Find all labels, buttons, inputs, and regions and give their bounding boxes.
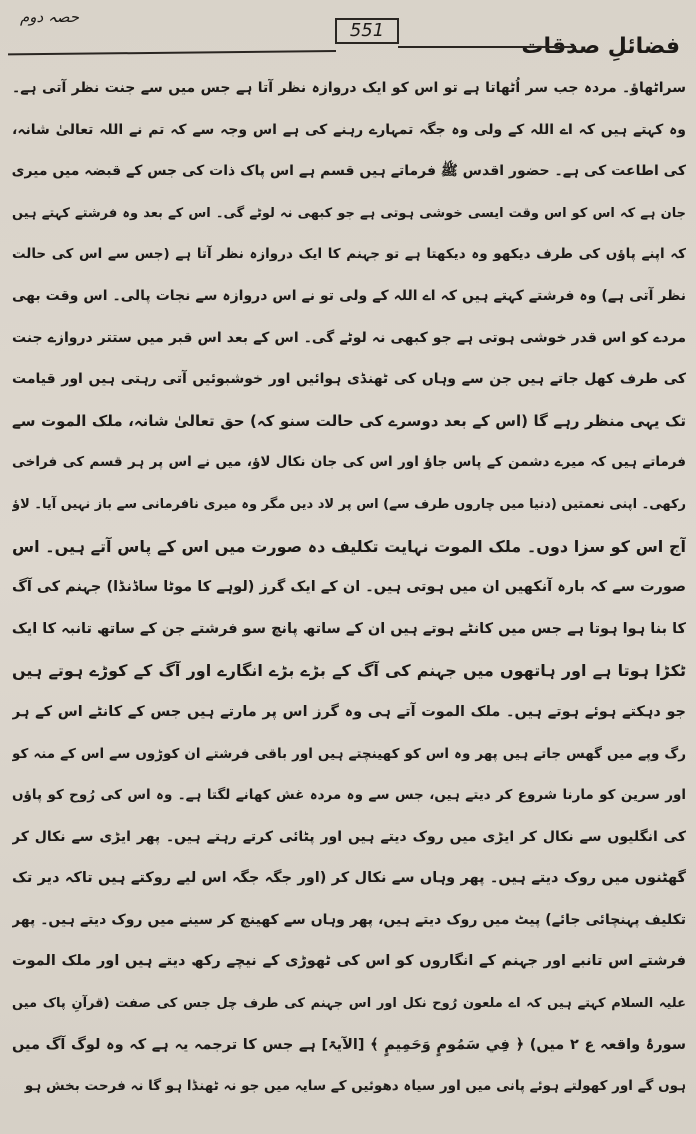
header-rule-left <box>8 50 336 55</box>
header-rule-right <box>398 46 576 48</box>
text-line: رگ وپے میں گھس جاتے ہیں پھر وہ اس کو کھینچتے ہیں اور باقی فرشتے ان کوڑوں سے اس کے منہ کو <box>12 745 686 762</box>
text-line: نظر آتی ہے) وہ فرشتے کہتے ہیں کہ اے اللہ کے ولی تو نے اس دروازہ سے نجات پالی۔ اس وقت بھی <box>12 287 686 304</box>
book-title: فضائلِ صدقات <box>521 34 680 59</box>
text-line: رکھی۔ اپنی نعمتیں (دنیا میں چاروں طرف سے) اس پر لاد دیں مگر وہ میری نافرمانی سے باز نہیں آیا۔ لاؤ <box>12 496 686 512</box>
page-number: 551 <box>335 18 399 44</box>
text-line: کہ اپنے پاؤں کی طرف دیکھو وہ دیکھتا ہے تو جہنم کا ایک دروازہ نظر آتا ہے (جس سے اس کی حالت <box>12 246 686 263</box>
text-line: جو دہکتے ہوئے ہوتے ہیں۔ ملک الموت آتے ہی وہ گرز اس پر مارتے ہیں جس کے کانٹے اس کے ہر <box>12 703 686 720</box>
text-line: وہ کہتے ہیں کہ اے اللہ کے ولی وہ جگہ تمہارے رہنے کی ہے اس وجہ سے کہ تم نے اللہ تعالیٰ شانہ، <box>12 121 686 138</box>
text-line: کی طرف کھل جاتے ہیں جن سے وہاں کی ٹھنڈی ہوائیں اور خوشبوئیں آتی رہتی ہیں اور قیامت <box>12 371 686 388</box>
text-line: فرماتے ہیں کہ میرے دشمن کے پاس جاؤ اور اس کی جان نکال لاؤ، میں نے اس پر ہر قسم کی فراخی <box>12 454 686 471</box>
text-line: کا بنا ہوا ہوتا ہے جس میں کانٹے ہوتے ہیں ان کے ساتھ پانچ سو فرشتے جن کے ساتھ تانبہ کا ایک <box>12 620 686 637</box>
text-line: سراٹھاؤ۔ مردہ جب سر اُٹھاتا ہے تو اس کو ایک دروازہ نظر آتا ہے جس میں سے جنت نظر آتی ہے۔ <box>12 80 686 96</box>
body-text <box>12 68 686 1108</box>
text-line: علیہ السلام کہتے ہیں کہ اے ملعون رُوح نکل اور اس جہنم کی طرف چل جس کی صفت (قرآنِ پاک میں <box>12 996 686 1012</box>
text-line: ٹکڑا ہوتا ہے اور ہاتھوں میں جہنم کی آگ کے بڑے بڑے انگارے اور آگ کے کوڑے ہوتے ہیں <box>12 661 686 681</box>
text-line: فرشتے اس تانبے اور جہنم کے انگاروں کو اس کی ٹھوڑی کے نیچے رکھ دیتے ہیں اور ملک الموت <box>12 953 686 970</box>
text-line: تکلیف پہنچائی جائے) پیٹ میں روک دیتے ہیں، پھر وہاں سے کھینچ کر سینے میں روک دیتے ہیں۔ پھر <box>12 911 686 928</box>
text-line: ہوں گے اور کھولتے ہوئے پانی میں اور سیاہ دھوئیں کے سایہ میں جو نہ ٹھنڈا ہو گا نہ فرحت بخش ہو <box>24 1078 686 1095</box>
page-header <box>0 0 696 64</box>
text-line: آج اس کو سزا دوں۔ ملک الموت نہایت تکلیف دہ صورت میں اس کے پاس آتے ہیں۔ اس <box>12 536 686 556</box>
text-line: جان ہے کہ اس کو اس وقت ایسی خوشی ہوتی ہے جو کبھی نہ لوٹے گی۔ اس کے بعد وہ فرشتے کہتے ہیں <box>12 205 686 221</box>
text-line: تک یہی منظر رہے گا (اس کے بعد دوسرے کی حالت سنو کہ) حق تعالیٰ شانہ، ملک الموت سے <box>12 411 686 430</box>
text-line: مردے کو اس قدر خوشی ہوتی ہے جو کبھی نہ لوٹے گی۔ اس کے بعد اس قبر میں ستتر دروازے جنت <box>12 329 686 346</box>
text-line: سورۂ واقعہ ع ۲ میں) ﴿ فِي سَمُومٍ وَحَمِيمٍ ﴾ [الآیۃ] ہے جس کا ترجمہ یہ ہے کہ وہ لوگ آگ میں <box>12 1036 686 1053</box>
text-line: اور سرین کو مارنا شروع کر دیتے ہیں، جس سے وہ مردہ غش کھانے لگتا ہے۔ وہ اس کی رُوح کو پاؤں <box>12 787 686 804</box>
text-line: کی اطاعت کی ہے۔ حضور اقدس ﷺ فرماتے ہیں قسم ہے اس پاک ذات کی جس کے قبضہ میں میری <box>12 163 686 180</box>
part-label: حصہ دوم <box>20 8 80 26</box>
text-line: کی انگلیوں سے نکال کر ایڑی میں روک دیتے ہیں اور پٹائی کرتے رہتے ہیں۔ پھر ایڑی سے نکال کر <box>12 828 686 845</box>
text-line: صورت سے کہ بارہ آنکھیں ان میں ہوتی ہیں۔ ان کے ایک گرز (لوہے کا موٹا ساڈنڈا) جہنم کی آگ <box>12 579 686 596</box>
text-line: گھٹنوں میں روک دیتے ہیں۔ پھر وہاں سے نکال کر (اور جگہ جگہ اس لیے روکتے ہیں تاکہ دیر تک <box>12 870 686 887</box>
